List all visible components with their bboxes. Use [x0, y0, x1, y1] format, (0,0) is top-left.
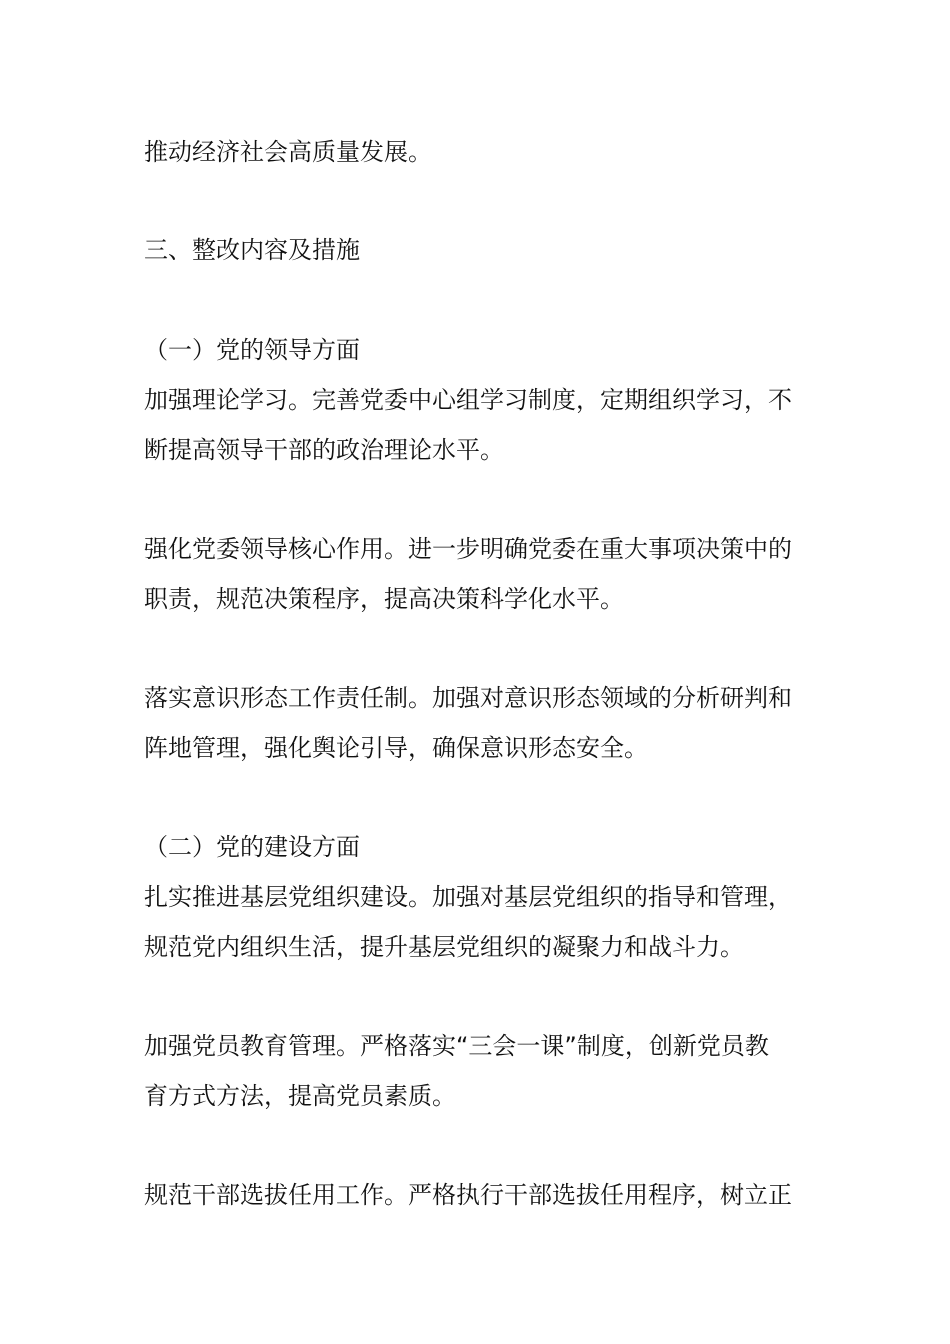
paragraph-line: 扎实推进基层党组织建设。加强对基层党组织的指导和管理， — [144, 883, 792, 911]
paragraph-line: 职责，规范决策程序，提高决策科学化水平。 — [144, 585, 624, 613]
paragraph-line: 推动经济社会高质量发展。 — [144, 138, 432, 166]
paragraph-line: 加强党员教育管理。严格落实“三会一课”制度，创新党员教 — [144, 1032, 769, 1060]
paragraph-line: 断提高领导干部的政治理论水平。 — [144, 436, 504, 464]
paragraph-line: 育方式方法，提高党员素质。 — [144, 1082, 456, 1110]
paragraph-line: 强化党委领导核心作用。进一步明确党委在重大事项决策中的 — [144, 535, 792, 563]
paragraph-line: 落实意识形态工作责任制。加强对意识形态领域的分析研判和 — [144, 684, 792, 712]
paragraph-line: 加强理论学习。完善党委中心组学习制度，定期组织学习，不 — [144, 386, 792, 414]
paragraph-line: 阵地管理，强化舆论引导，确保意识形态安全。 — [144, 734, 648, 762]
paragraph-line: 规范党内组织生活，提升基层党组织的凝聚力和战斗力。 — [144, 933, 744, 961]
section-heading: 三、整改内容及措施 — [144, 236, 360, 264]
subsection-heading: （二）党的建设方面 — [144, 833, 360, 861]
subsection-heading: （一）党的领导方面 — [144, 336, 360, 364]
paragraph-line: 规范干部选拔任用工作。严格执行干部选拔任用程序，树立正 — [144, 1181, 792, 1209]
